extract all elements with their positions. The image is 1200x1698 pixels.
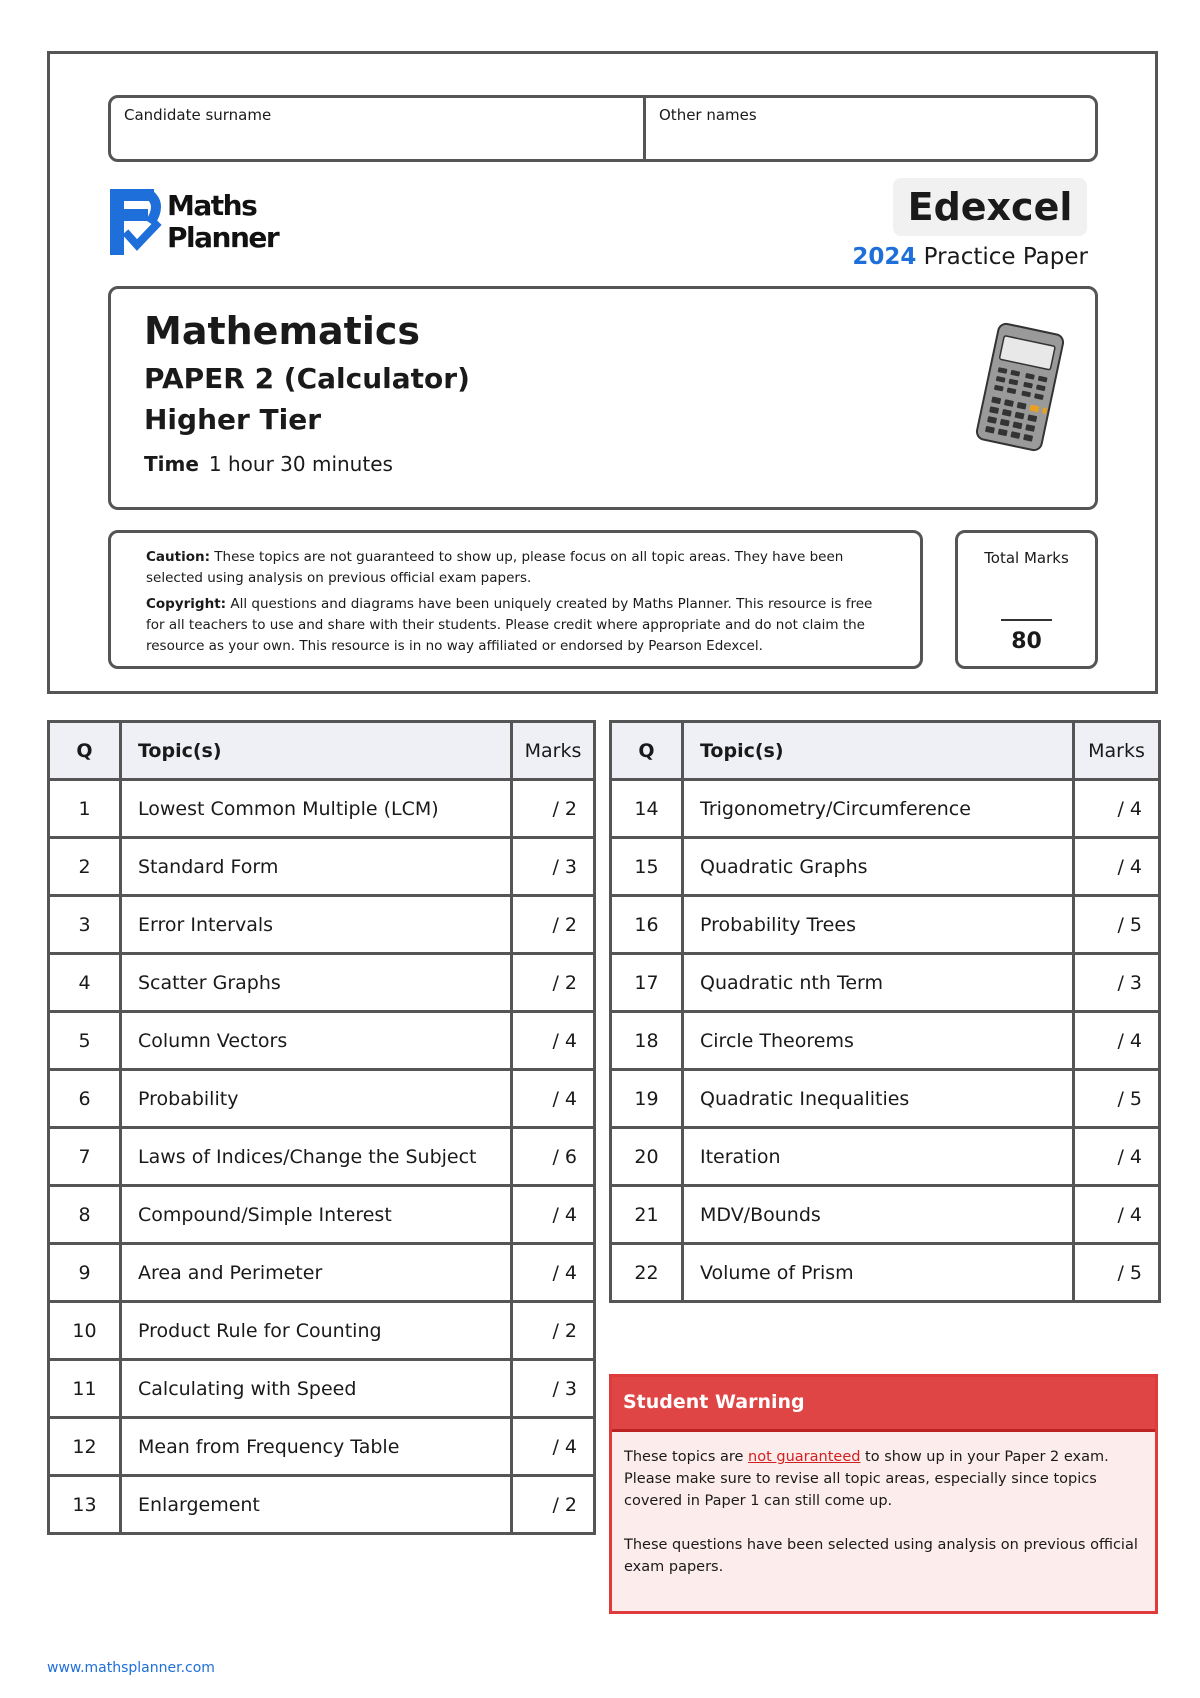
question-number: 18 <box>611 1012 683 1070</box>
question-marks: / 4 <box>1074 838 1160 896</box>
topic-name: Area and Perimeter <box>121 1244 512 1302</box>
table-row <box>611 1128 1160 1186</box>
question-marks: / 2 <box>512 896 595 954</box>
caution-label: Caution: <box>146 549 210 565</box>
topic-name: Quadratic nth Term <box>683 954 1074 1012</box>
other-names-field[interactable] <box>646 98 1095 159</box>
footer-url[interactable]: www.mathsplanner.com <box>47 1660 215 1676</box>
table-row <box>49 1302 595 1360</box>
warning-text-after: to show up in your Paper 2 exam. Please make sure to revise all topic areas, especially since topics covered in Paper 1 can still come up. <box>624 1449 1109 1509</box>
maths-planner-logo <box>110 189 310 259</box>
question-marks: / 2 <box>512 954 595 1012</box>
student-warning-title: Student Warning <box>612 1377 1155 1432</box>
candidate-surname-label: Candidate surname <box>124 106 272 124</box>
warning-paragraph-2: These questions have been selected using analysis on previous official exam papers. <box>624 1537 1138 1575</box>
table-row <box>49 954 595 1012</box>
table-row <box>49 1012 595 1070</box>
question-marks: / 4 <box>1074 1128 1160 1186</box>
question-number: 12 <box>49 1418 121 1476</box>
question-marks: / 4 <box>512 1186 595 1244</box>
total-marks-box <box>955 530 1098 669</box>
table-header-row <box>49 722 595 780</box>
warning-text-before: These topics are <box>624 1449 749 1465</box>
topic-name: Calculating with Speed <box>121 1360 512 1418</box>
topic-name: Error Intervals <box>121 896 512 954</box>
topic-name: Standard Form <box>121 838 512 896</box>
copyright-label: Copyright: <box>146 596 227 612</box>
question-marks: / 5 <box>1074 896 1160 954</box>
question-number: 13 <box>49 1476 121 1534</box>
student-warning-box <box>609 1374 1158 1614</box>
topic-name: Laws of Indices/Change the Subject <box>121 1128 512 1186</box>
caution-text: These topics are not guaranteed to show up, please focus on all topic areas. They have been selected using analysis on previous official exam papers. <box>146 549 844 586</box>
question-marks: / 2 <box>512 1302 595 1360</box>
topic-name: Lowest Common Multiple (LCM) <box>121 780 512 838</box>
table-row <box>611 1012 1160 1070</box>
candidate-surname-field[interactable] <box>111 98 646 159</box>
question-number: 9 <box>49 1244 121 1302</box>
question-marks: / 4 <box>512 1418 595 1476</box>
question-number: 2 <box>49 838 121 896</box>
topic-name: Product Rule for Counting <box>121 1302 512 1360</box>
header-topic: Topic(s) <box>121 722 512 780</box>
total-marks-line <box>1001 619 1052 621</box>
topic-name: Circle Theorems <box>683 1012 1074 1070</box>
table-row <box>49 896 595 954</box>
topic-name: Quadratic Graphs <box>683 838 1074 896</box>
question-marks: / 2 <box>512 780 595 838</box>
question-marks: / 5 <box>1074 1070 1160 1128</box>
header-topic: Topic(s) <box>683 722 1074 780</box>
question-number: 14 <box>611 780 683 838</box>
table-row <box>49 780 595 838</box>
question-number: 20 <box>611 1128 683 1186</box>
table-row <box>49 1070 595 1128</box>
header-marks: Marks <box>1074 722 1160 780</box>
topic-name: MDV/Bounds <box>683 1186 1074 1244</box>
table-row <box>611 780 1160 838</box>
table-row <box>611 1186 1160 1244</box>
question-number: 4 <box>49 954 121 1012</box>
question-marks: / 4 <box>1074 780 1160 838</box>
table-row <box>49 1128 595 1186</box>
question-marks: / 4 <box>1074 1186 1160 1244</box>
topic-name: Probability <box>121 1070 512 1128</box>
header-q: Q <box>49 722 121 780</box>
warning-highlight: not guaranteed <box>748 1449 861 1465</box>
calculator-icon <box>975 322 1065 452</box>
topic-name: Column Vectors <box>121 1012 512 1070</box>
question-number: 21 <box>611 1186 683 1244</box>
question-marks: / 4 <box>512 1070 595 1128</box>
topic-name: Probability Trees <box>683 896 1074 954</box>
copyright-note <box>146 594 892 657</box>
warning-paragraph-1 <box>624 1446 1143 1512</box>
question-number: 17 <box>611 954 683 1012</box>
topic-name: Trigonometry/Circumference <box>683 780 1074 838</box>
topics-table-left <box>47 720 596 1535</box>
total-marks-value: 80 <box>1011 629 1042 654</box>
candidate-name-box <box>108 95 1098 162</box>
student-warning-body <box>612 1432 1155 1614</box>
question-marks: / 2 <box>512 1476 595 1534</box>
question-marks: / 4 <box>512 1012 595 1070</box>
table-row <box>611 1070 1160 1128</box>
exam-board-badge: Edexcel <box>893 178 1087 236</box>
question-number: 3 <box>49 896 121 954</box>
table-row <box>611 1244 1160 1302</box>
header-marks: Marks <box>512 722 595 780</box>
topics-table-right <box>609 720 1161 1303</box>
table-row <box>49 1360 595 1418</box>
time-allowed <box>144 452 393 476</box>
topic-name: Mean from Frequency Table <box>121 1418 512 1476</box>
header-q: Q <box>611 722 683 780</box>
caution-copyright-box <box>108 530 923 669</box>
question-number: 16 <box>611 896 683 954</box>
question-number: 15 <box>611 838 683 896</box>
paper-year: 2024 <box>852 244 917 270</box>
topic-name: Compound/Simple Interest <box>121 1186 512 1244</box>
logo-text-maths: Maths <box>167 189 257 222</box>
question-number: 11 <box>49 1360 121 1418</box>
table-row <box>611 896 1160 954</box>
question-number: 10 <box>49 1302 121 1360</box>
question-number: 6 <box>49 1070 121 1128</box>
paper-name: PAPER 2 (Calculator) <box>144 362 470 395</box>
question-marks: / 4 <box>1074 1012 1160 1070</box>
copyright-text: All questions and diagrams have been uniquely created by Maths Planner. This resource is free for all teachers to use and share with their students. Please credit where appropriate and do not claim the resource as your own. This resource is in no way affiliated or endorsed by Pearson Edexcel. <box>146 596 873 654</box>
question-number: 8 <box>49 1186 121 1244</box>
topic-name: Iteration <box>683 1128 1074 1186</box>
table-row <box>49 1244 595 1302</box>
question-number: 5 <box>49 1012 121 1070</box>
question-number: 22 <box>611 1244 683 1302</box>
table-row <box>49 1476 595 1534</box>
question-number: 7 <box>49 1128 121 1186</box>
table-header-row <box>611 722 1160 780</box>
question-marks: / 6 <box>512 1128 595 1186</box>
table-row <box>49 838 595 896</box>
logo-text-planner: Planner <box>167 221 279 254</box>
topic-name: Enlargement <box>121 1476 512 1534</box>
practice-text: Practice Paper <box>923 244 1088 270</box>
question-marks: / 3 <box>512 838 595 896</box>
topic-name: Quadratic Inequalities <box>683 1070 1074 1128</box>
tier-name: Higher Tier <box>144 403 322 436</box>
table-row <box>611 954 1160 1012</box>
topic-name: Volume of Prism <box>683 1244 1074 1302</box>
question-number: 19 <box>611 1070 683 1128</box>
time-label: Time <box>144 452 199 476</box>
question-marks: / 5 <box>1074 1244 1160 1302</box>
other-names-label: Other names <box>659 106 757 124</box>
logo-mark-icon <box>110 189 162 255</box>
table-row <box>611 838 1160 896</box>
table-row <box>49 1418 595 1476</box>
question-number: 1 <box>49 780 121 838</box>
time-value: 1 hour 30 minutes <box>208 452 393 476</box>
subject-title: Mathematics <box>144 309 421 353</box>
table-row <box>49 1186 595 1244</box>
total-marks-label: Total Marks <box>984 549 1069 567</box>
question-marks: / 4 <box>512 1244 595 1302</box>
practice-paper-label <box>820 244 1088 270</box>
caution-note <box>146 547 892 589</box>
question-marks: / 3 <box>1074 954 1160 1012</box>
question-marks: / 3 <box>512 1360 595 1418</box>
topic-name: Scatter Graphs <box>121 954 512 1012</box>
